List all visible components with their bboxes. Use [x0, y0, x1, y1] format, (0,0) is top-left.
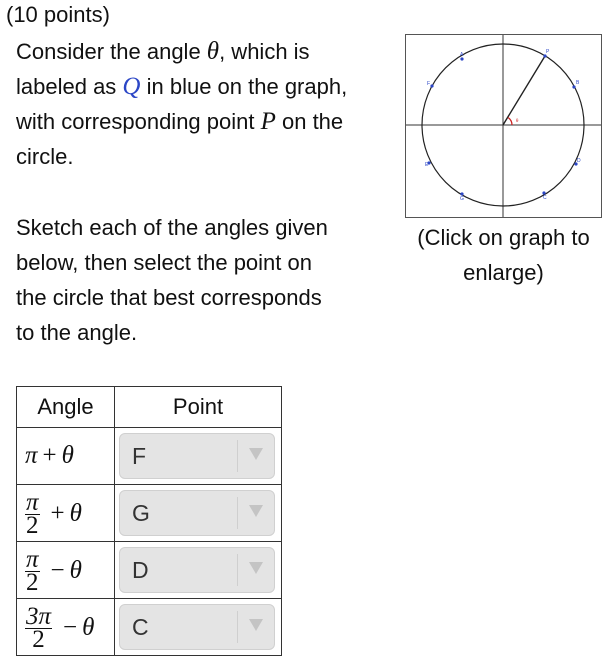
angle-theta: θ: [82, 614, 95, 641]
instructions-paragraph: Sketch each of the angles given below, then select the point on the circle that best corresponds to the angle.: [16, 215, 328, 345]
intro-paragraph: [16, 34, 356, 174]
angle-cell: [17, 542, 115, 599]
points-label: (10 points): [6, 2, 110, 27]
intro-text-4: on the circle.: [16, 109, 344, 169]
angle-cell: [17, 428, 115, 485]
fraction-denominator: 2: [26, 568, 39, 596]
point-label-f: F: [427, 81, 431, 87]
angle-cell: [17, 485, 115, 542]
point-select-value: C: [132, 613, 149, 640]
point-select-value: F: [132, 442, 147, 469]
angle-fraction: [25, 602, 52, 653]
angle-expression: [25, 442, 74, 470]
point-select-row-4[interactable]: [119, 604, 275, 650]
theta-symbol: θ: [206, 38, 220, 65]
dropdown-divider: [237, 554, 238, 586]
fraction-denominator: 2: [26, 511, 39, 539]
point-cell: [115, 428, 282, 485]
theta-arc: [508, 118, 512, 126]
angle-cell: [17, 599, 115, 656]
angles-table: [16, 386, 282, 656]
angle-theta: θ: [69, 500, 82, 527]
fraction-denominator: 2: [32, 625, 45, 653]
point-label-a: A: [460, 52, 464, 58]
angle-theta: θ: [61, 442, 74, 469]
terminal-ray: [503, 56, 545, 125]
chevron-down-icon: [249, 505, 263, 517]
point-label-b: B: [576, 80, 580, 86]
fraction-numerator: 3π: [26, 602, 52, 630]
table-row: [17, 485, 282, 542]
point-cell: [115, 485, 282, 542]
angle-term: π: [25, 442, 38, 469]
intro-text-1: Consider the angle: [16, 39, 207, 64]
table-row: [17, 599, 282, 656]
chevron-down-icon: [249, 619, 263, 631]
table-row: [17, 542, 282, 599]
chevron-down-icon: [249, 562, 263, 574]
point-select-row-3[interactable]: [119, 547, 275, 593]
point-select-row-1[interactable]: [119, 433, 275, 479]
point-select-value: D: [132, 556, 149, 583]
fraction-numerator: π: [26, 545, 39, 573]
point-cell: [115, 542, 282, 599]
header-angle: Angle: [17, 387, 115, 428]
angle-theta: θ: [69, 557, 82, 584]
unit-circle-graph[interactable]: [405, 34, 602, 218]
point-label-c: C: [543, 195, 547, 201]
angle-expression: [25, 602, 95, 653]
angle-fraction: [25, 545, 40, 596]
dropdown-divider: [237, 440, 238, 472]
circle-point-f: [430, 84, 433, 87]
unit-circle-svg: [406, 35, 601, 217]
angle-operator: +: [50, 500, 65, 527]
intro-text-3: in blue on the graph, with corresponding point: [16, 74, 348, 134]
theta-graph-label: θ: [516, 119, 519, 124]
angle-operator: −: [50, 557, 65, 584]
angle-expression: [25, 545, 82, 596]
point-label-p: P: [546, 49, 550, 55]
intro-text-2: , which is labeled as: [16, 39, 310, 99]
point-select-row-2[interactable]: [119, 490, 275, 536]
q-label: Q: [122, 73, 141, 100]
point-label-g: G: [460, 196, 464, 202]
point-label-d: D: [577, 158, 581, 164]
dropdown-divider: [237, 497, 238, 529]
chevron-down-icon: [249, 448, 263, 460]
graph-caption: (Click on graph to enlarge): [417, 225, 590, 285]
angle-expression: [25, 488, 82, 539]
header-point: Point: [115, 387, 282, 428]
table-row: [17, 428, 282, 485]
angle-operator: +: [42, 442, 57, 469]
table-header-row: [17, 387, 282, 428]
dropdown-divider: [237, 611, 238, 643]
point-select-value: G: [132, 499, 150, 526]
angle-fraction: [25, 488, 40, 539]
point-label-e: E: [425, 162, 429, 168]
fraction-numerator: π: [26, 488, 39, 516]
p-label: P: [260, 108, 276, 135]
point-cell: [115, 599, 282, 656]
angle-operator: −: [63, 614, 78, 641]
